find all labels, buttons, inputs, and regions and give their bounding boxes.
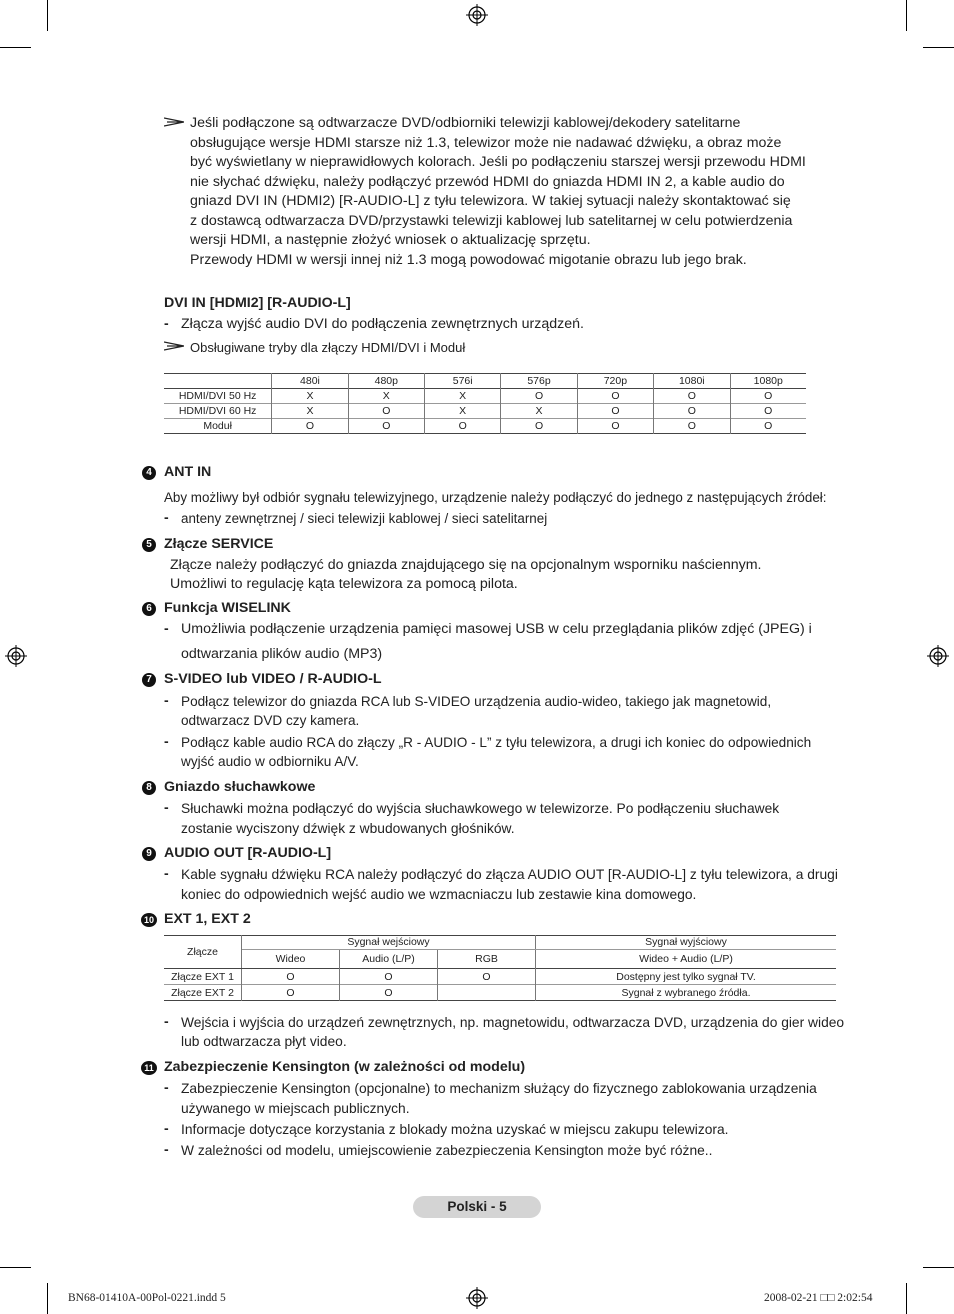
table-cell: O (340, 985, 438, 1001)
table-cell: O (764, 405, 773, 417)
table-cell: O (501, 389, 577, 404)
bullet-dash: - (164, 692, 169, 708)
crop-mark (923, 1267, 954, 1268)
section-heading: Gniazdo słuchawkowe (164, 779, 316, 795)
table-cell: O (348, 419, 424, 434)
note-line: być wyświetlany w nieprawidłowych kolorach. Jeśli po podłączeniu starszej wersji przewodu HDMI (190, 154, 806, 170)
table-cell: O (501, 419, 577, 434)
crop-mark (47, 1283, 48, 1314)
note-line: obsługujące wersje HDMI starsze niż 1.3, telewizor może nie nadawać dźwięku, a obraz może (190, 135, 782, 151)
table-cell: O (348, 404, 424, 419)
table-cell: O (242, 969, 340, 985)
table-header-cell: Audio (L/P) (340, 950, 438, 969)
note-line: gniazd DVI IN (HDMI2) [R-AUDIO-L] z tyłu telewizora. W takiej sytuacji należy skontaktować się (190, 193, 791, 209)
table-cell: Moduł (164, 419, 272, 434)
table-cell: X (425, 389, 501, 404)
section-text: Umożliwi to regulację kąta telewizora za pomocą pilota. (170, 576, 518, 592)
crop-mark (0, 1267, 31, 1268)
bullet-text: zostanie wyciszony dźwięk z wbudowanych głośników. (181, 821, 515, 836)
table-header-cell: 576p (501, 374, 577, 389)
table-cell: O (654, 389, 730, 404)
note-line: Przewody HDMI w wersji innej niż 1.3 mogą powodować migotanie obrazu lub jego brak. (190, 252, 747, 268)
table-cell: O (340, 969, 438, 985)
circled-number-icon: 11 (141, 1061, 157, 1075)
note-arrow-icon (164, 117, 184, 127)
bullet-dash: - (164, 733, 169, 749)
table-row (164, 419, 806, 434)
table-cell: O (438, 969, 536, 985)
bullet-text: Kable sygnału dźwięku RCA należy podłączyć do złącza AUDIO OUT [R-AUDIO-L] z tyłu telewizora, a drugi (181, 867, 838, 882)
section-heading: AUDIO OUT [R-AUDIO-L] (164, 845, 332, 861)
bullet-text: Słuchawki można podłączyć do wyjścia słuchawkowego w telewizorze. Po podłączeniu słuchawek (181, 801, 780, 816)
bullet-text: wyjść audio w odbiorniku A/V. (181, 754, 359, 769)
table-row (164, 985, 836, 1001)
table-cell: O (654, 419, 730, 434)
crop-mark (923, 47, 954, 48)
section-heading: ANT IN (164, 464, 212, 480)
table-cell: Złącze EXT 1 (164, 969, 242, 985)
page-number-badge: Polski - 5 (413, 1196, 541, 1218)
table-header-cell: 480i (272, 374, 348, 389)
print-timestamp: 2008-02-21 □□ 2:02:54 (764, 1292, 873, 1304)
section-heading: S-VIDEO lub VIDEO / R-AUDIO-L (164, 671, 382, 687)
table-row (164, 389, 806, 404)
note-line: wersji HDMI, a następnie złożyć wniosek o aktualizację sprzętu. (190, 232, 591, 248)
section-heading: EXT 1, EXT 2 (164, 911, 251, 927)
table-cell: X (272, 404, 348, 419)
table-cell: O (425, 419, 501, 434)
table-cell: X (501, 404, 577, 419)
crop-mark (906, 0, 907, 31)
circled-number-icon: 9 (142, 847, 156, 861)
table-cell: O (654, 404, 730, 419)
bullet-dash: - (164, 620, 169, 636)
note-line: z dostawcą odtwarzacza DVD/przystawki telewizji kablowej lub satelitarnej w celu potwierdzenia (190, 213, 793, 229)
bullet-text: koniec do odpowiednich wejść audio we wzmacniaczu lub zestawie kina domowego. (181, 887, 697, 902)
table-cell: Sygnał z wybranego źródła. (621, 986, 751, 999)
bullet-dash: - (164, 315, 169, 331)
section-heading: Złącze SERVICE (164, 536, 274, 552)
table-cell: X (272, 389, 348, 404)
table-cell: O (764, 390, 773, 402)
bullet-text: W zależności od modelu, umiejscowienie zabezpieczenia Kensington może być różne.. (181, 1143, 713, 1158)
table-cell (438, 985, 536, 1001)
bullet-text: odtwarzacz DVD czy kamera. (181, 713, 360, 728)
bullet-text: Podłącz kable audio RCA do złączy „R - AUDIO - L” z tyłu telewizora, a drugi ich koniec do odpowiednich (181, 735, 812, 750)
registration-mark-icon (927, 645, 949, 667)
table-cell: Dostępny jest tylko sygnał TV. (616, 970, 756, 983)
table-cell: HDMI/DVI 50 Hz (164, 389, 272, 404)
table-header-cell: 720p (577, 374, 653, 389)
table-cell: O (577, 419, 653, 434)
bullet-text: anteny zewnętrznej / sieci telewizji kablowej / sieci satelitarnej (181, 511, 548, 526)
note-line: Jeśli podłączone są odtwarzacze DVD/odbiorniki telewizji kablowej/dekodery satelitarne (190, 115, 741, 131)
table-header-cell: Wideo + Audio (L/P) (639, 953, 733, 965)
table-header-cell: Złącze (164, 936, 242, 969)
bullet-text: Podłącz telewizor do gniazda RCA lub S-VIDEO urządzenia audio-wideo, takiego jak magnetowid, (181, 694, 772, 709)
table-cell: X (348, 389, 424, 404)
bullet-dash: - (164, 1079, 169, 1095)
crop-mark (0, 47, 31, 48)
modes-table (164, 373, 806, 434)
bullet-text: Wejścia i wyjścia do urządzeń zewnętrznych, np. magnetowidu, odtwarzacza DVD, urządzenia do gier wideo (181, 1015, 845, 1030)
table-header-cell: 576i (425, 374, 501, 389)
table-header-cell: 1080i (654, 374, 730, 389)
section-text: Złącze należy podłączyć do gniazda znajdującego się na opcjonalnym wsporniku naściennym. (170, 557, 762, 573)
bullet-dash: - (164, 865, 169, 881)
circled-number-icon: 4 (142, 466, 156, 480)
bullet-dash: - (164, 1120, 169, 1136)
bullet-text: Złącza wyjść audio DVI do podłączenia zewnętrznych urządzeń. (181, 316, 584, 332)
crop-mark (906, 1283, 907, 1314)
circled-number-icon: 5 (142, 538, 156, 552)
note-text: Obsługiwane tryby dla złączy HDMI/DVI i Moduł (190, 340, 466, 355)
bullet-text: lub odtwarzacza płyt video. (181, 1034, 347, 1049)
table-cell: O (577, 389, 653, 404)
table-cell: O (242, 985, 340, 1001)
bullet-text: Umożliwia podłączenie urządzenia pamięci masowej USB w celu przeglądania plików zdjęć (JPEG) i (181, 621, 812, 637)
section-heading: Funkcja WISELINK (164, 600, 291, 616)
section-heading: DVI IN [HDMI2] [R-AUDIO-L] (164, 295, 351, 311)
table-cell: O (272, 419, 348, 434)
bullet-dash: - (164, 509, 169, 525)
bullet-text: Zabezpieczenie Kensington (opcjonalne) to mechanizm służący do fizycznego zablokowania urządzenia (181, 1081, 817, 1096)
note-line: nie słychać dźwięku, należy podłączyć przewód HDMI do gniazda HDMI IN 2, a kable audio do (190, 174, 785, 190)
section-text: Aby możliwy był odbiór sygnału telewizyjnego, urządzenie należy podłączyć do jednego z następujących źródeł: (164, 490, 827, 505)
bullet-dash: - (164, 1141, 169, 1157)
table-row (164, 404, 806, 419)
registration-mark-icon (466, 4, 488, 26)
circled-number-icon: 7 (142, 673, 156, 687)
bullet-text: Informacje dotyczące korzystania z blokady można uzyskać w miejscu zakupu telewizora. (181, 1122, 729, 1137)
section-heading: Zabezpieczenie Kensington (w zależności od modelu) (164, 1059, 526, 1075)
table-header-cell: 480p (348, 374, 424, 389)
ext-table (164, 935, 836, 1001)
bullet-dash: - (164, 799, 169, 815)
table-header-cell: RGB (438, 950, 536, 969)
bullet-text: odtwarzania plików audio (MP3) (181, 646, 383, 662)
note-arrow-icon (164, 341, 184, 351)
table-cell: O (764, 420, 773, 432)
table-cell: HDMI/DVI 60 Hz (164, 404, 272, 419)
bullet-dash: - (164, 1013, 169, 1029)
table-row (164, 969, 836, 985)
table-header-cell: Sygnał wyjściowy (536, 936, 837, 950)
circled-number-icon: 10 (141, 913, 157, 927)
circled-number-icon: 6 (142, 602, 156, 616)
crop-mark (47, 0, 48, 31)
table-cell: O (577, 404, 653, 419)
table-header-cell: Sygnał wejściowy (242, 936, 536, 950)
table-cell (164, 374, 272, 389)
circled-number-icon: 8 (142, 781, 156, 795)
table-header-cell: Wideo (242, 950, 340, 969)
file-slug: BN68-01410A-00Pol-0221.indd 5 (68, 1292, 226, 1304)
registration-mark-icon (466, 1287, 488, 1309)
bullet-text: używanego w miejscach publicznych. (181, 1101, 410, 1116)
table-cell: X (425, 404, 501, 419)
table-header-cell: 1080p (753, 375, 783, 387)
registration-mark-icon (5, 645, 27, 667)
table-cell: Złącze EXT 2 (164, 985, 242, 1001)
